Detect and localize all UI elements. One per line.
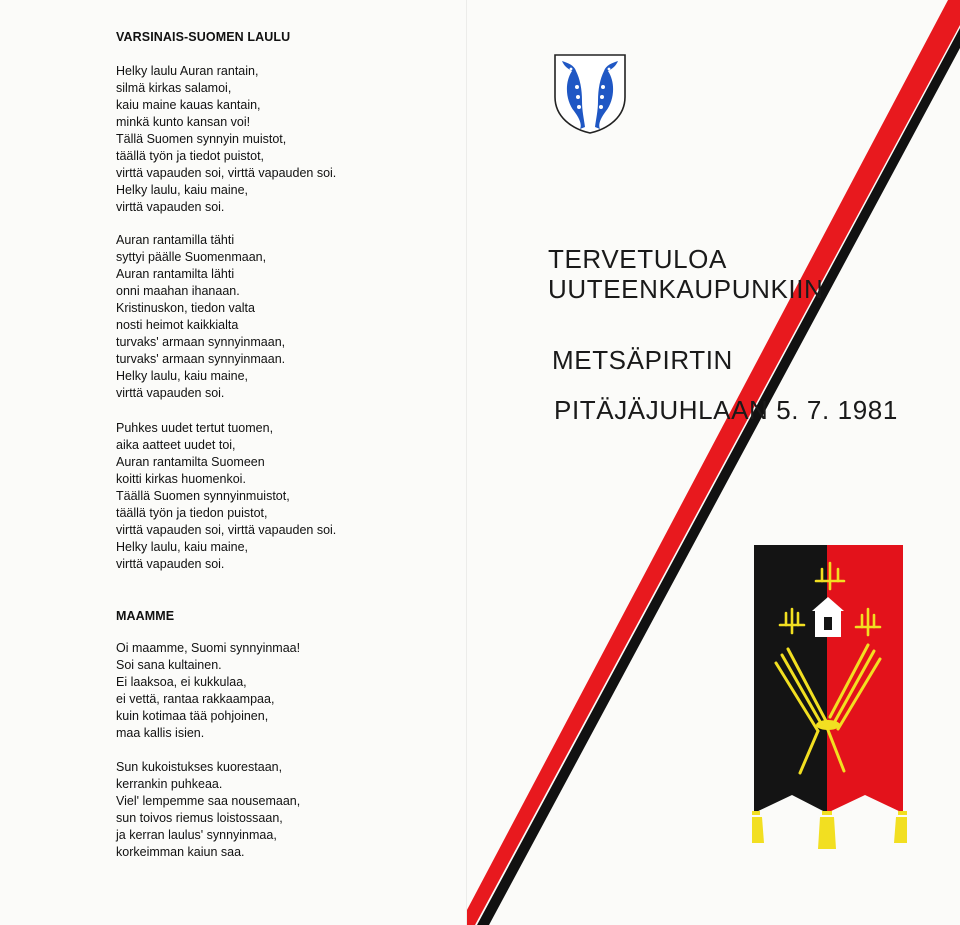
- lyric-line: täällä työn ja tiedot puistot,: [116, 149, 265, 163]
- lyric-line: syttyi päälle Suomenmaan,: [116, 250, 267, 264]
- welcome-title-line-1: TERVETULOA: [548, 244, 727, 274]
- left-page: [0, 0, 470, 925]
- lyric-line: sun toivos riemus loistossaan,: [116, 811, 283, 825]
- song-title-varsinais-suomen-laulu: VARSINAIS-SUOMEN LAULU: [116, 30, 291, 44]
- lyric-line: Helky laulu, kaiu maine,: [116, 369, 249, 383]
- stanza: [116, 232, 285, 402]
- lyric-line: aika aatteet uudet toi,: [116, 438, 236, 452]
- lyric-line: Puhkes uudet tertut tuomen,: [116, 421, 274, 435]
- lyric-line: Helky laulu, kaiu maine,: [116, 183, 249, 197]
- lyric-line: kerrankin puhkeaa.: [116, 777, 223, 791]
- lyric-line: Oi maamme, Suomi synnyinmaa!: [116, 641, 301, 655]
- stanza: [116, 63, 336, 216]
- banner-red-half: [827, 545, 903, 813]
- lyric-line: virttä vapauden soi, virttä vapauden soi.: [116, 166, 337, 180]
- sheaf-knot: [816, 720, 840, 730]
- lyric-line: ja kerran laulus' synnyinmaa,: [116, 828, 277, 842]
- tassel-middle-icon: [818, 811, 836, 849]
- lyric-line: kaiu maine kauas kantain,: [116, 98, 261, 112]
- lyric-line: täällä työn ja tiedon puistot,: [116, 506, 268, 520]
- tassel-right-icon: [894, 811, 907, 843]
- lyric-line: virttä vapauden soi.: [116, 386, 225, 400]
- lyric-line: turvaks' armaan synnyinmaan,: [116, 335, 286, 349]
- lyric-line: maa kallis isien.: [116, 726, 205, 740]
- lyric-line: Soi sana kultainen.: [116, 658, 222, 672]
- event-title-line-1: METSÄPIRTIN: [552, 345, 733, 375]
- stanza: [116, 640, 300, 742]
- lyric-line: Ei laaksoa, ei kukkulaa,: [116, 675, 247, 689]
- lyric-line: korkeimman kaiun saa.: [116, 845, 245, 859]
- lyric-line: Auran rantamilla tähti: [116, 233, 235, 247]
- stanza: [116, 420, 336, 573]
- lyric-line: minkä kunto kansan voi!: [116, 115, 251, 129]
- song-title-maamme: MAAMME: [116, 609, 175, 623]
- event-title-line-2: PITÄJÄJUHLAAN 5. 7. 1981: [554, 395, 898, 425]
- lyric-line: virttä vapauden soi.: [116, 557, 225, 571]
- lyric-line: onni maahan ihanaan.: [116, 284, 240, 298]
- uusikaupunki-coat-of-arms-icon: [552, 53, 628, 135]
- lyric-line: Tällä Suomen synnyin muistot,: [116, 132, 287, 146]
- lyric-line: ei vettä, rantaa rakkaampaa,: [116, 692, 275, 706]
- lyric-line: Kristinuskon, tiedon valta: [116, 301, 255, 315]
- lyric-line: Viel' lempemme saa nousemaan,: [116, 794, 301, 808]
- right-page: [467, 0, 960, 925]
- metsapirtti-banner: [752, 545, 907, 865]
- lyric-line: Helky laulu, kaiu maine,: [116, 540, 249, 554]
- tassel-left-icon: [752, 811, 764, 843]
- lyric-line: turvaks' armaan synnyinmaan.: [116, 352, 286, 366]
- welcome-title-line-2: UUTEENKAUPUNKIIN: [548, 274, 824, 304]
- lyric-line: Täällä Suomen synnyinmuistot,: [116, 489, 290, 503]
- lyric-line: Helky laulu Auran rantain,: [116, 64, 259, 78]
- lyric-line: Auran rantamilta lähti: [116, 267, 235, 281]
- lyric-line: Auran rantamilta Suomeen: [116, 455, 265, 469]
- lyric-line: virttä vapauden soi, virttä vapauden soi.: [116, 523, 337, 537]
- lyric-line: silmä kirkas salamoi,: [116, 81, 232, 95]
- lyric-line: koitti kirkas huomenkoi.: [116, 472, 246, 486]
- stanza: [116, 759, 300, 861]
- lyric-line: kuin kotimaa tää pohjoinen,: [116, 709, 269, 723]
- lyric-line: virttä vapauden soi.: [116, 200, 225, 214]
- lyric-line: nosti heimot kaikkialta: [116, 318, 239, 332]
- banner-black-half: [754, 545, 827, 813]
- lyric-line: Sun kukoistukses kuorestaan,: [116, 760, 283, 774]
